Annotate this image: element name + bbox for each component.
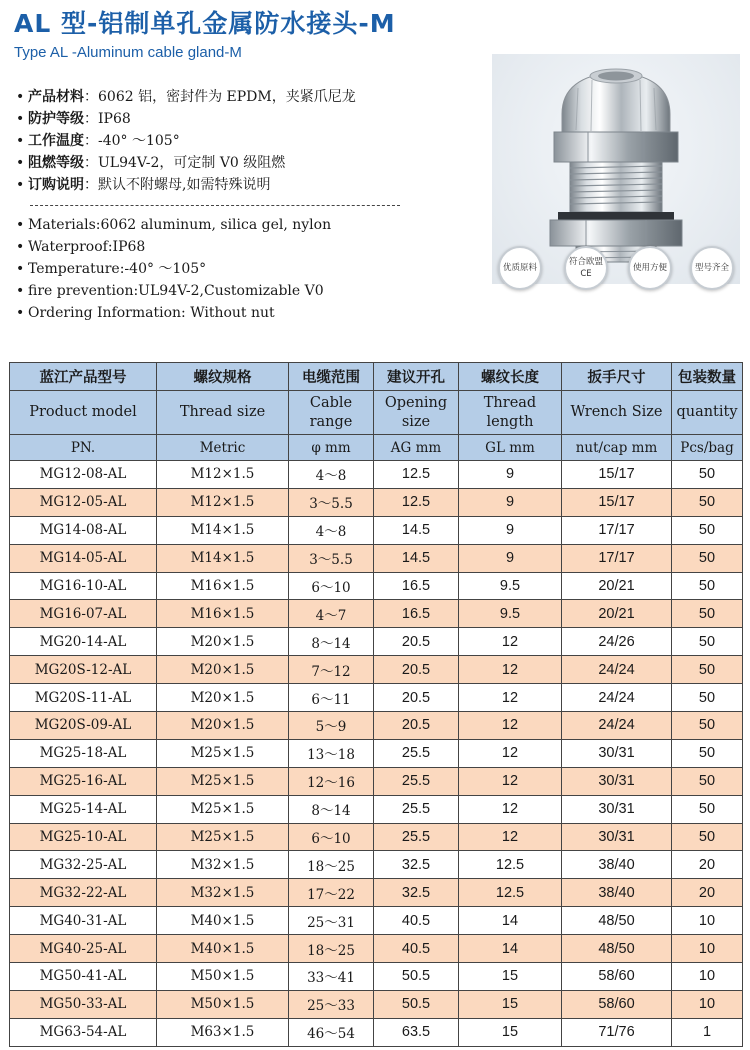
table-cell: 10 (672, 963, 743, 991)
table-cell: M50×1.5 (157, 990, 289, 1018)
col-header: 螺纹长度 (459, 363, 562, 391)
table-cell: 24/26 (562, 628, 672, 656)
badge-ce-compliant: 符合欧盟CE (564, 246, 608, 290)
table-cell: 17/17 (562, 544, 672, 572)
spec-row-materials-en: • Materials:6062 aluminum, silica gel, nylon (16, 214, 486, 236)
table-cell: MG32-22-AL (10, 879, 157, 907)
table-row (10, 990, 743, 1018)
table-cell: M50×1.5 (157, 963, 289, 991)
table-row (10, 907, 743, 935)
table-cell: 13～18 (289, 739, 374, 767)
table-cell: 50 (672, 712, 743, 740)
table-cell: MG25-10-AL (10, 823, 157, 851)
col-header: Thread size (157, 391, 289, 435)
table-cell: 40.5 (374, 935, 459, 963)
table-cell: 30/31 (562, 767, 672, 795)
col-header: Wrench Size (562, 391, 672, 435)
table-cell: 20.5 (374, 712, 459, 740)
table-cell: 14.5 (374, 544, 459, 572)
table-cell: 50 (672, 516, 743, 544)
table-cell: 58/60 (562, 990, 672, 1018)
spec-row-protection: • 防护等级：IP68 (16, 108, 486, 130)
table-cell: MG12-08-AL (10, 461, 157, 489)
table-cell: 17～22 (289, 879, 374, 907)
table-cell: MG25-14-AL (10, 795, 157, 823)
table-cell: 6～10 (289, 823, 374, 851)
col-header: Metric (157, 435, 289, 461)
table-cell: 50.5 (374, 990, 459, 1018)
spec-list-english (16, 214, 486, 324)
table-cell: 20/21 (562, 572, 672, 600)
table-cell: 25～33 (289, 990, 374, 1018)
table-cell: M12×1.5 (157, 461, 289, 489)
table-cell: 12 (459, 823, 562, 851)
table-cell: 15/17 (562, 488, 672, 516)
col-header: Cable range (289, 391, 374, 435)
col-header: 螺纹规格 (157, 363, 289, 391)
badge-full-range: 型号齐全 (690, 246, 734, 290)
table-cell: 50 (672, 684, 743, 712)
col-header: Opening size (374, 391, 459, 435)
col-header: Pcs/bag (672, 435, 743, 461)
table-cell: 15 (459, 1018, 562, 1046)
col-header: GL mm (459, 435, 562, 461)
spec-row-ordering: • 订购说明：默认不附螺母,如需特殊说明 (16, 174, 486, 196)
table-cell: 25～31 (289, 907, 374, 935)
dashed-divider (30, 205, 400, 206)
table-row (10, 767, 743, 795)
table-cell: 38/40 (562, 879, 672, 907)
table-cell: 50 (672, 739, 743, 767)
table-cell: 5～9 (289, 712, 374, 740)
table-cell: MG63-54-AL (10, 1018, 157, 1046)
table-cell: 9.5 (459, 572, 562, 600)
table-cell: 14 (459, 935, 562, 963)
table-cell: 6～10 (289, 572, 374, 600)
table-row (10, 1018, 743, 1046)
col-header: 建议开孔 (374, 363, 459, 391)
table-cell: 12.5 (459, 851, 562, 879)
table-cell: MG12-05-AL (10, 488, 157, 516)
table-cell: 9 (459, 461, 562, 489)
table-row (10, 739, 743, 767)
table-cell: 8～14 (289, 795, 374, 823)
table-cell: 50 (672, 544, 743, 572)
table-cell: 12.5 (374, 488, 459, 516)
table-cell: M14×1.5 (157, 544, 289, 572)
table-cell: 48/50 (562, 935, 672, 963)
table-cell: 4～7 (289, 600, 374, 628)
table-cell: 15/17 (562, 461, 672, 489)
col-header: 蓝江产品型号 (10, 363, 157, 391)
col-header: PN. (10, 435, 157, 461)
bullet-icon: • (16, 305, 25, 321)
table-cell: 25.5 (374, 823, 459, 851)
table-cell: 12.5 (459, 879, 562, 907)
table-cell: 16.5 (374, 572, 459, 600)
table-cell: 12.5 (374, 461, 459, 489)
table-cell: 30/31 (562, 823, 672, 851)
page-title: AL 型-铝制单孔金属防水接头-M (14, 9, 396, 38)
table-cell: 50 (672, 767, 743, 795)
table-cell: 50 (672, 656, 743, 684)
table-cell: 20/21 (562, 600, 672, 628)
col-header: 电缆范围 (289, 363, 374, 391)
table-cell: MG20S-11-AL (10, 684, 157, 712)
table-cell: MG16-07-AL (10, 600, 157, 628)
page-subtitle: Type AL -Aluminum cable gland-M (14, 44, 242, 61)
table-cell: 50 (672, 488, 743, 516)
table-cell: 20.5 (374, 628, 459, 656)
table-cell: M16×1.5 (157, 572, 289, 600)
table-cell: 33～41 (289, 963, 374, 991)
table-cell: 25.5 (374, 767, 459, 795)
table-cell: 50 (672, 461, 743, 489)
table-row (10, 684, 743, 712)
table-cell: 71/76 (562, 1018, 672, 1046)
table-cell: 20.5 (374, 656, 459, 684)
bullet-icon: • (16, 155, 25, 171)
table-cell: 63.5 (374, 1018, 459, 1046)
table-cell: 9.5 (459, 600, 562, 628)
table-cell: 48/50 (562, 907, 672, 935)
table-row (10, 851, 743, 879)
table-cell: M32×1.5 (157, 851, 289, 879)
table-cell: 3～5.5 (289, 488, 374, 516)
col-header: Product model (10, 391, 157, 435)
col-header: φ mm (289, 435, 374, 461)
table-cell: 12 (459, 684, 562, 712)
table-cell: 32.5 (374, 851, 459, 879)
table-cell: MG40-31-AL (10, 907, 157, 935)
table-cell: MG14-08-AL (10, 516, 157, 544)
table-cell: M20×1.5 (157, 656, 289, 684)
bullet-icon: • (16, 133, 25, 149)
spec-row-temperature: • 工作温度：-40° ～105° (16, 130, 486, 152)
spec-row-material: • 产品材料：6062 铝，密封件为 EPDM，夹紧爪尼龙 (16, 86, 486, 108)
table-cell: 50 (672, 600, 743, 628)
table-row (10, 516, 743, 544)
col-header: Thread length (459, 391, 562, 435)
table-cell: 32.5 (374, 879, 459, 907)
bullet-icon: • (16, 89, 25, 105)
table-cell: M63×1.5 (157, 1018, 289, 1046)
table-cell: 12 (459, 767, 562, 795)
bullet-icon: • (16, 239, 25, 255)
table-cell: 10 (672, 990, 743, 1018)
table-cell: MG25-16-AL (10, 767, 157, 795)
table-cell: 18～25 (289, 851, 374, 879)
badge-easy-use: 使用方便 (628, 246, 672, 290)
bullet-icon: • (16, 283, 25, 299)
table-cell: 50 (672, 823, 743, 851)
table-cell: 17/17 (562, 516, 672, 544)
table-cell: 9 (459, 516, 562, 544)
table-cell: M32×1.5 (157, 879, 289, 907)
table-cell: MG25-18-AL (10, 739, 157, 767)
table-body (10, 461, 743, 1047)
table-cell: 12 (459, 712, 562, 740)
col-header: quantity (672, 391, 743, 435)
table-cell: 6～11 (289, 684, 374, 712)
table-cell: M25×1.5 (157, 767, 289, 795)
table-cell: 12 (459, 739, 562, 767)
table-cell: 10 (672, 907, 743, 935)
table-cell: 50 (672, 795, 743, 823)
feature-badges (494, 244, 740, 294)
table-row (10, 572, 743, 600)
table-cell: M25×1.5 (157, 739, 289, 767)
bullet-icon: • (16, 111, 25, 127)
table-cell: M25×1.5 (157, 823, 289, 851)
table-cell: MG16-10-AL (10, 572, 157, 600)
table-cell: 9 (459, 544, 562, 572)
table-cell: 12 (459, 628, 562, 656)
table-cell: 10 (672, 935, 743, 963)
table-cell: M12×1.5 (157, 488, 289, 516)
table-cell: 15 (459, 990, 562, 1018)
table-cell: 1 (672, 1018, 743, 1046)
table-cell: M40×1.5 (157, 907, 289, 935)
table-cell: 40.5 (374, 907, 459, 935)
spec-list-chinese (16, 86, 486, 196)
table-cell: MG20S-09-AL (10, 712, 157, 740)
table-row (10, 712, 743, 740)
table-cell: 3～5.5 (289, 544, 374, 572)
table-cell: 7～12 (289, 656, 374, 684)
table-row (10, 879, 743, 907)
spec-row-waterproof-en: • Waterproof:IP68 (16, 236, 486, 258)
table-cell: 38/40 (562, 851, 672, 879)
table-cell: M20×1.5 (157, 628, 289, 656)
table-row (10, 823, 743, 851)
bullet-icon: • (16, 217, 25, 233)
table-cell: 46～54 (289, 1018, 374, 1046)
col-header: 扳手尺寸 (562, 363, 672, 391)
table-cell: 24/24 (562, 684, 672, 712)
table-cell: 16.5 (374, 600, 459, 628)
table-cell: 8～14 (289, 628, 374, 656)
table-cell: 58/60 (562, 963, 672, 991)
table-cell: 50.5 (374, 963, 459, 991)
spec-table (9, 362, 743, 1047)
table-cell: 14 (459, 907, 562, 935)
table-cell: M40×1.5 (157, 935, 289, 963)
spec-row-temperature-en: • Temperature:-40° ～105° (16, 258, 486, 280)
table-cell: 30/31 (562, 739, 672, 767)
table-cell: 14.5 (374, 516, 459, 544)
table-cell: MG20S-12-AL (10, 656, 157, 684)
table-cell: MG40-25-AL (10, 935, 157, 963)
table-cell: MG20-14-AL (10, 628, 157, 656)
table-row (10, 795, 743, 823)
table-cell: 4～8 (289, 516, 374, 544)
table-cell: 12 (459, 795, 562, 823)
table-row (10, 461, 743, 489)
col-header: AG mm (374, 435, 459, 461)
table-cell: MG14-05-AL (10, 544, 157, 572)
badge-quality-material: 优质原料 (498, 246, 542, 290)
bullet-icon: • (16, 261, 25, 277)
table-cell: M14×1.5 (157, 516, 289, 544)
col-header: nut/cap mm (562, 435, 672, 461)
table-cell: 18～25 (289, 935, 374, 963)
table-cell: 50 (672, 572, 743, 600)
table-cell: 25.5 (374, 795, 459, 823)
table-row (10, 488, 743, 516)
table-cell: 50 (672, 628, 743, 656)
bullet-icon: • (16, 177, 25, 193)
table-row (10, 600, 743, 628)
table-cell: 12 (459, 656, 562, 684)
table-cell: 25.5 (374, 739, 459, 767)
table-cell: 12～16 (289, 767, 374, 795)
table-cell: MG50-33-AL (10, 990, 157, 1018)
table-cell: M20×1.5 (157, 684, 289, 712)
spec-row-ordering-en: • Ordering Information: Without nut (16, 302, 486, 324)
table-row (10, 935, 743, 963)
table-row (10, 656, 743, 684)
table-header-chinese (10, 363, 743, 391)
table-cell: 24/24 (562, 656, 672, 684)
table-row (10, 963, 743, 991)
table-cell: 24/24 (562, 712, 672, 740)
table-header-english (10, 391, 743, 435)
table-row (10, 628, 743, 656)
table-cell: MG32-25-AL (10, 851, 157, 879)
spec-row-flame-rating: • 阻燃等级：UL94V-2，可定制 V0 级阻燃 (16, 152, 486, 174)
table-header-units (10, 435, 743, 461)
table-cell: 30/31 (562, 795, 672, 823)
table-cell: M16×1.5 (157, 600, 289, 628)
table-cell: 4～8 (289, 461, 374, 489)
table-cell: 20.5 (374, 684, 459, 712)
table-row (10, 544, 743, 572)
table-cell: 9 (459, 488, 562, 516)
table-cell: 20 (672, 851, 743, 879)
table-cell: M20×1.5 (157, 712, 289, 740)
table-cell: 15 (459, 963, 562, 991)
table-cell: M25×1.5 (157, 795, 289, 823)
table-cell: MG50-41-AL (10, 963, 157, 991)
spec-row-fire-en: • fire prevention:UL94V-2,Customizable V0 (16, 280, 486, 302)
col-header: 包装数量 (672, 363, 743, 391)
table-cell: 20 (672, 879, 743, 907)
